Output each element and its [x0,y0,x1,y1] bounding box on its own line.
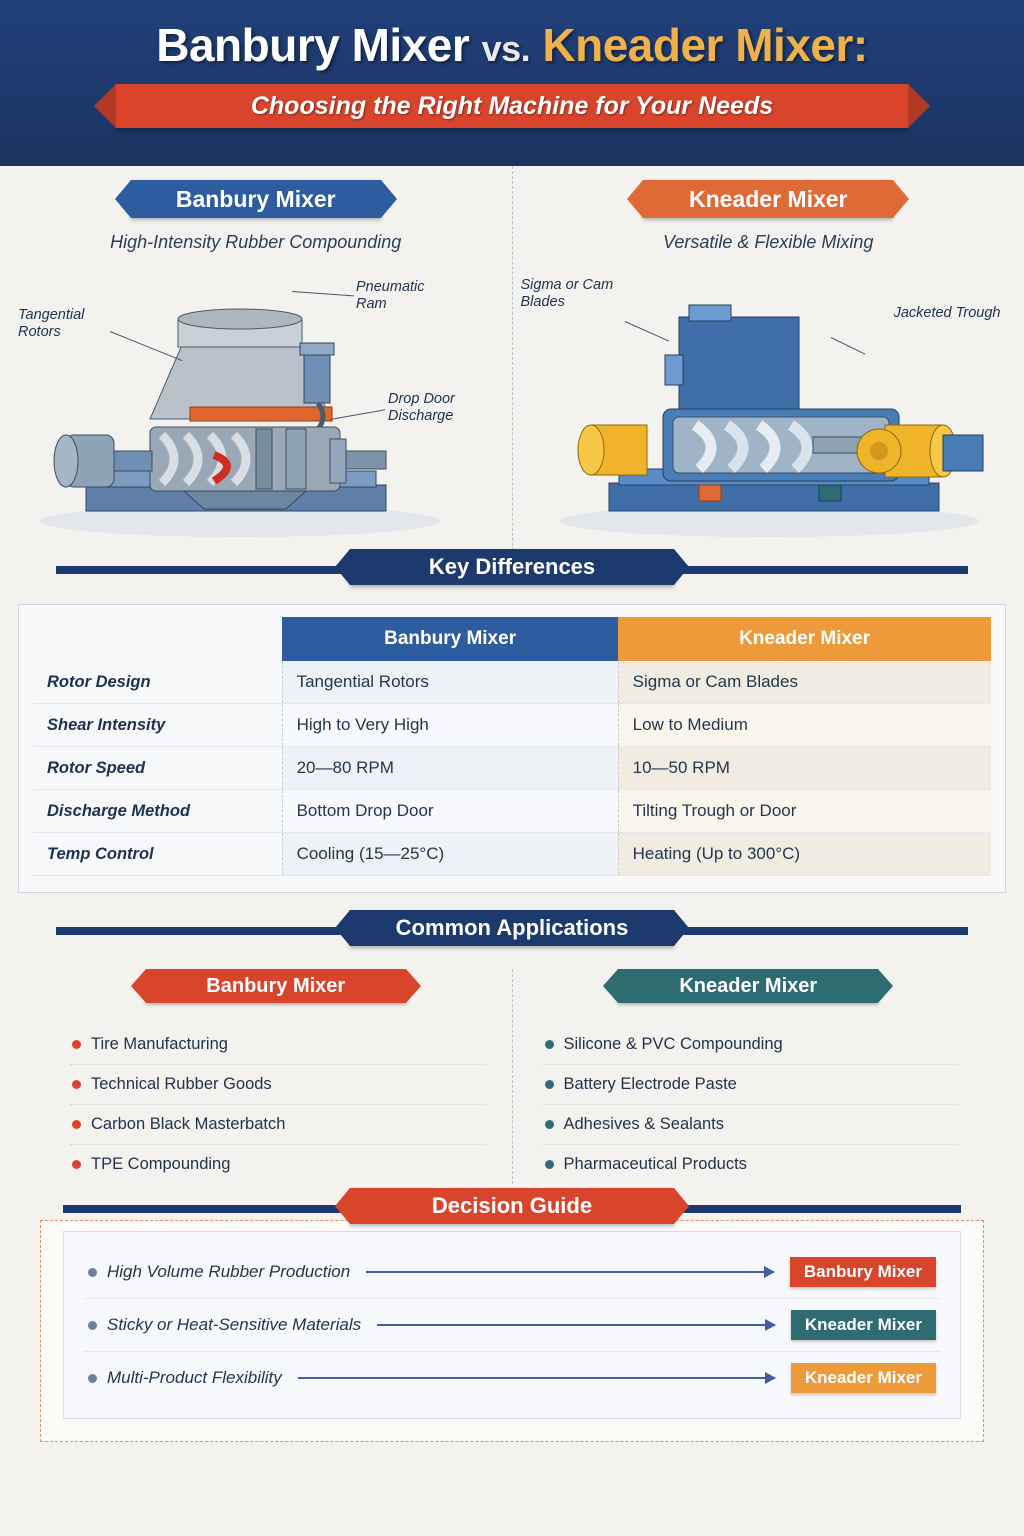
cell-banbury: Cooling (15—25°C) [282,833,618,876]
key-differences-table [33,617,991,876]
callout-sigma-cam-blades: Sigma or Cam Blades [520,277,614,311]
bullet-icon [545,1040,554,1049]
cell-kneader: Low to Medium [618,704,991,747]
cell-kneader: Sigma or Cam Blades [618,661,991,704]
machine-card-kneader [513,166,1024,566]
list-item: Battery Electrode Paste [543,1065,959,1105]
cell-kneader: Tilting Trough or Door [618,790,991,833]
list-item: Pharmaceutical Products [543,1145,959,1184]
cell-banbury: High to Very High [282,704,618,747]
decision-result: Kneader Mixer [791,1310,936,1340]
cell-banbury: Tangential Rotors [282,661,618,704]
table-header-row [33,617,991,661]
decision-row [84,1246,940,1299]
bullet-icon [545,1080,554,1089]
title-vs: vs. [481,28,531,69]
list-item: TPE Compounding [70,1145,486,1184]
decision-guide-section [40,1193,984,1442]
key-differences-band [56,554,968,579]
list-item: Carbon Black Masterbatch [70,1105,486,1145]
header-subtitle: Choosing the Right Machine for Your Needs [250,91,774,120]
cell-banbury: 20—80 RPM [282,747,618,790]
cell-banbury: Bottom Drop Door [282,790,618,833]
bullet-icon [545,1120,554,1129]
callout-jacketed-trough: Jacketed Trough [893,305,1001,321]
bullet-icon [72,1080,81,1089]
decision-row [84,1299,940,1352]
header-ribbon [116,84,908,128]
table-header-banbury: Banbury Mixer [282,617,618,661]
decision-result: Kneader Mixer [791,1363,936,1393]
table-row [33,704,991,747]
applications-banbury [40,969,513,1184]
applications-band [56,915,968,940]
row-label: Rotor Design [33,661,282,704]
machine-tag-kneader [643,180,893,218]
kneader-illustration [513,259,1024,549]
table-row [33,790,991,833]
applications-section [40,969,984,1184]
bullet-icon [545,1160,554,1169]
cell-kneader: 10—50 RPM [618,747,991,790]
arrow-icon [298,1377,775,1379]
arrow-icon [377,1324,775,1326]
decision-result: Banbury Mixer [790,1257,936,1287]
applications-list-kneader [513,1025,985,1184]
callout-pneumatic-ram: Pneumatic Ram [356,279,425,313]
page-header [0,0,1024,166]
applications-kneader [513,969,985,1184]
bullet-icon [72,1120,81,1129]
bullet-icon [88,1268,97,1277]
bullet-icon [88,1321,97,1330]
callout-tangential-rotors: Tangential Rotors [18,307,85,341]
machine-tag-label: Kneader Mixer [688,185,848,212]
callout-drop-door-discharge: Drop Door Discharge [388,391,455,425]
decision-guide-title: Decision Guide [350,1188,674,1224]
bullet-icon [72,1040,81,1049]
list-item: Adhesives & Sealants [543,1105,959,1145]
applications-title: Common Applications [350,910,674,946]
row-label: Rotor Speed [33,747,282,790]
table-row [33,833,991,876]
decision-condition: Sticky or Heat-Sensitive Materials [107,1315,362,1334]
list-item: Technical Rubber Goods [70,1065,486,1105]
key-differences-title: Key Differences [350,549,674,585]
machine-tag-label: Banbury Mixer [175,185,336,212]
page-title [0,0,1024,72]
machine-comparison [0,166,1024,566]
arrow-icon [366,1271,774,1273]
bullet-icon [72,1160,81,1169]
applications-tag-kneader: Kneader Mixer [618,969,878,1003]
machine-subtitle-kneader: Versatile & Flexible Mixing [663,232,874,252]
list-item: Silicone & PVC Compounding [543,1025,959,1065]
decision-guide-rows [63,1231,961,1419]
applications-tag-banbury: Banbury Mixer [146,969,406,1003]
cell-kneader: Heating (Up to 300°C) [618,833,991,876]
row-label: Shear Intensity [33,704,282,747]
list-item: Tire Manufacturing [70,1025,486,1065]
key-differences-table-wrapper [18,604,1006,893]
decision-condition: High Volume Rubber Production [107,1262,351,1281]
row-label: Temp Control [33,833,282,876]
table-header-spacer [33,617,282,661]
applications-list-banbury [40,1025,512,1184]
table-row [33,661,991,704]
decision-condition: Multi-Product Flexibility [107,1368,282,1387]
machine-subtitle-banbury: High-Intensity Rubber Compounding [110,232,402,252]
table-header-kneader: Kneader Mixer [618,617,991,661]
title-part-kneader: Kneader Mixer: [542,19,868,71]
table-row [33,747,991,790]
title-part-banbury: Banbury Mixer [156,19,470,71]
row-label: Discharge Method [33,790,282,833]
decision-guide-band [63,1193,961,1218]
decision-row [84,1352,940,1404]
banbury-illustration [0,259,512,549]
bullet-icon [88,1374,97,1383]
machine-tag-banbury [131,180,381,218]
machine-card-banbury [0,166,513,566]
